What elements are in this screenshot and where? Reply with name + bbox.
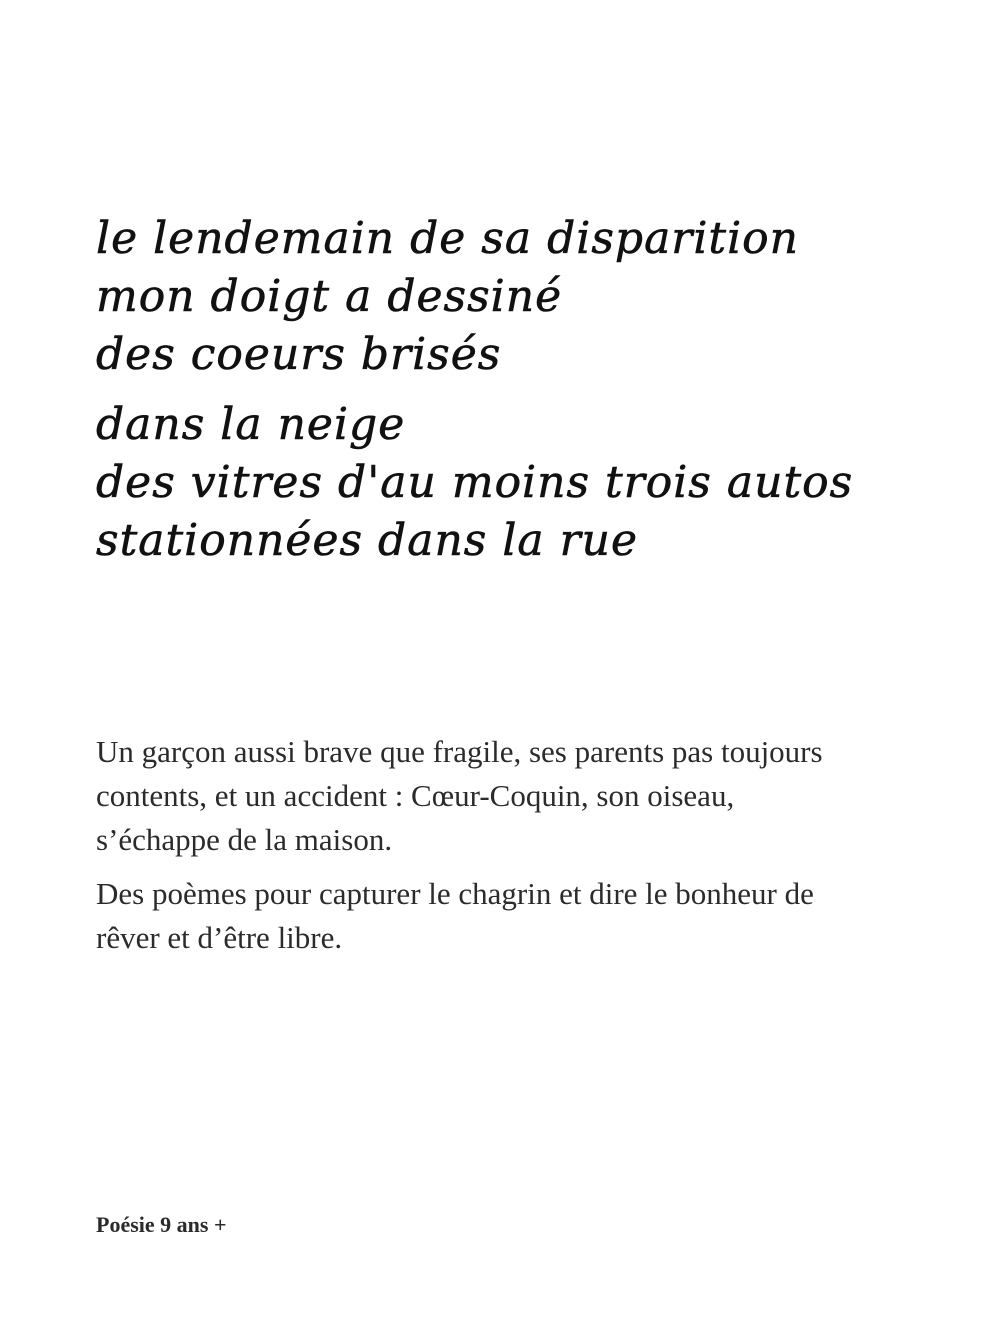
poem-stanza-2 — [96, 396, 926, 570]
poem-line: mon doigt a dessiné — [96, 271, 563, 322]
poem-line: stationnées dans la rue — [96, 515, 639, 566]
poem-line: des coeurs brisés — [96, 329, 502, 380]
blurb-paragraph: Un garçon aussi brave que fragile, ses parents pas toujours contents, et un accident : Cœur-Coquin, son oiseau, s’échappe de la maison. — [96, 734, 823, 857]
poem-line: dans la neige — [96, 399, 406, 450]
category-label: Poésie 9 ans + — [96, 1212, 227, 1237]
handwritten-poem — [96, 210, 926, 570]
poem-line: le lendemain de sa disparition — [96, 213, 799, 264]
blurb-paragraph: Des poèmes pour capturer le chagrin et dire le bonheur de rêver et d’être libre. — [96, 876, 814, 955]
book-blurb — [96, 730, 856, 970]
poem-stanza-1 — [96, 210, 926, 384]
poem-line: des vitres d'au moins trois autos — [96, 457, 854, 508]
